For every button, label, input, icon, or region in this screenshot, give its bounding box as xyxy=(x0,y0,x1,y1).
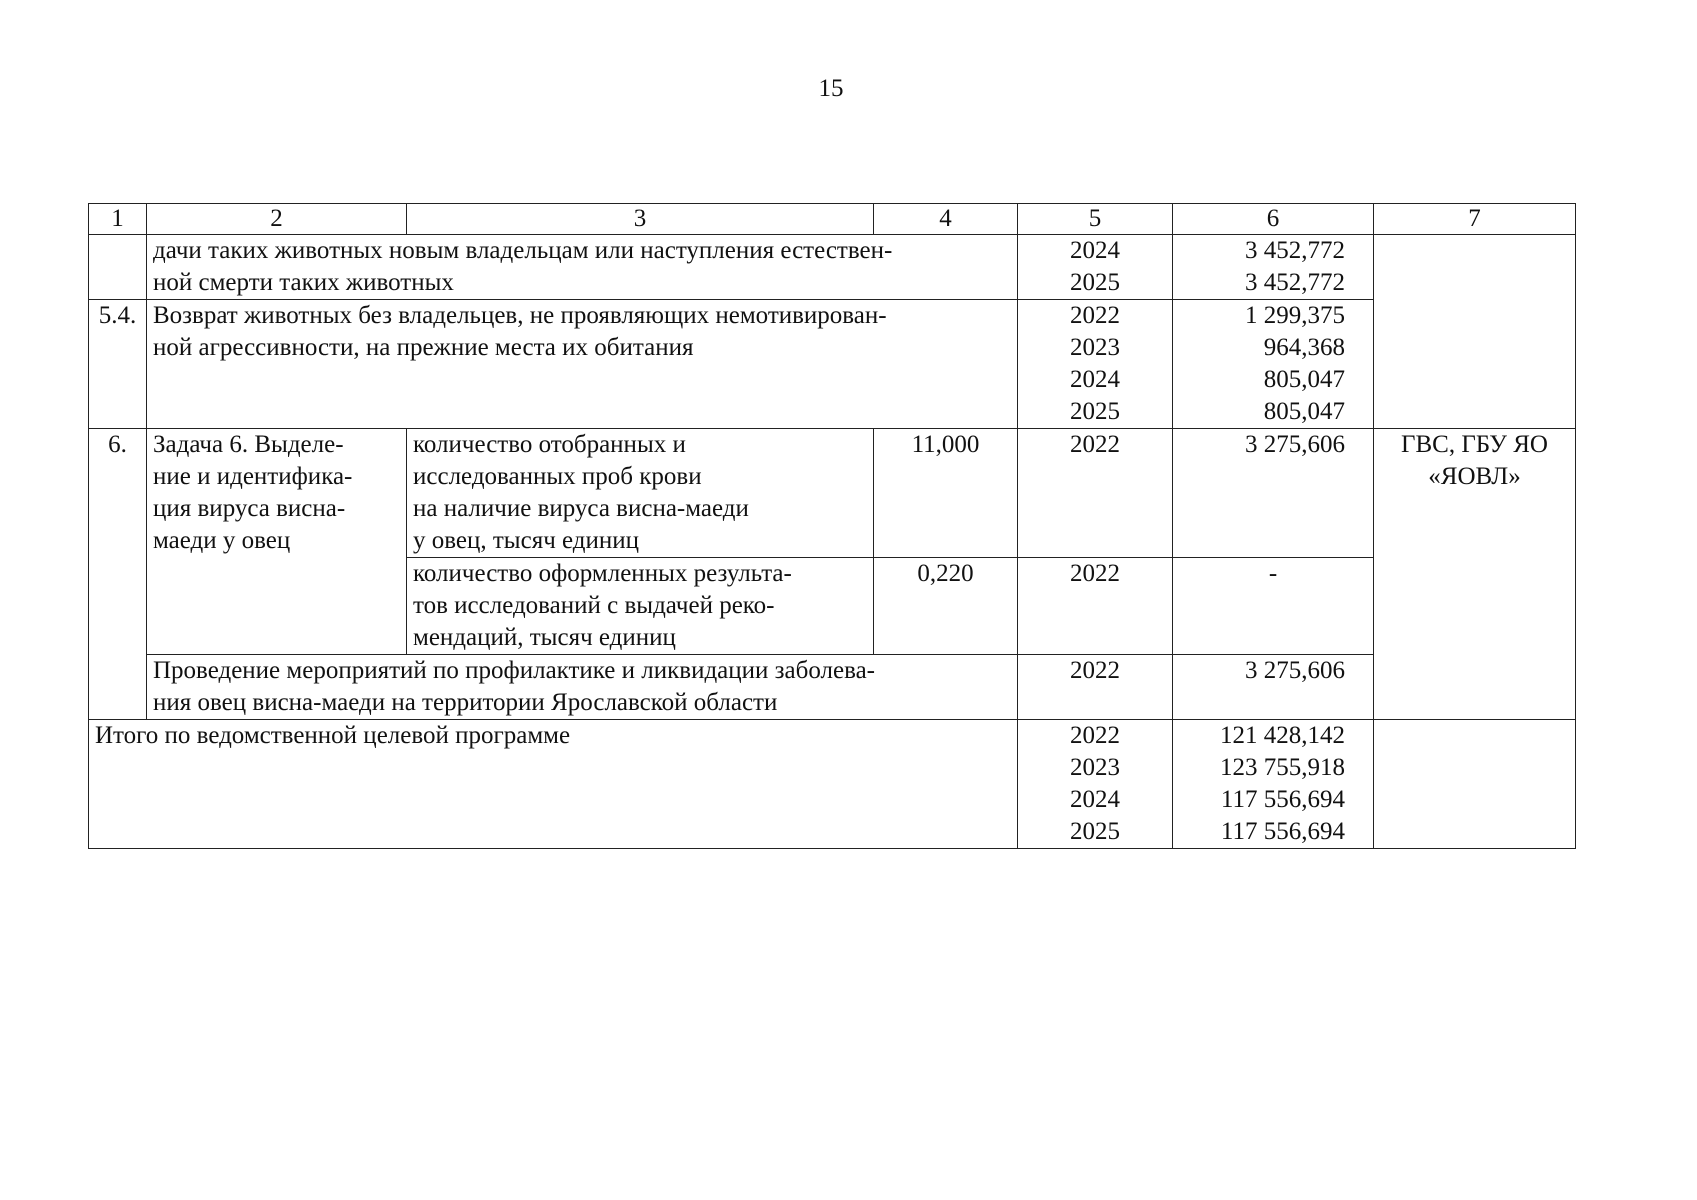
total-row xyxy=(89,720,1576,849)
years-cell xyxy=(1018,235,1173,300)
text-line: исследованных проб крови xyxy=(413,463,702,490)
year: 2024 xyxy=(1070,237,1120,264)
text-line: ГВС, ГБУ ЯО xyxy=(1401,431,1548,458)
year: 2025 xyxy=(1070,269,1120,296)
row-number-cell xyxy=(89,235,147,300)
amount: 805,047 xyxy=(1263,398,1345,425)
total-label: Итого по ведомственной целевой программе xyxy=(89,720,1018,849)
text-line: ной агрессивности, на прежние места их обитания xyxy=(153,334,694,361)
activity-text-cell xyxy=(147,235,1018,300)
text-line: количество отобранных и xyxy=(413,431,686,458)
executor-cell xyxy=(1374,429,1576,720)
amount: 117 556,694 xyxy=(1220,818,1345,845)
year: 2023 xyxy=(1070,754,1120,781)
years-cell xyxy=(1018,720,1173,849)
text-line: «ЯОВЛ» xyxy=(1428,463,1521,490)
year: 2022 xyxy=(1070,302,1120,329)
task-cell xyxy=(147,429,407,655)
header-cell: 2 xyxy=(147,204,407,235)
text-line: Задача 6. Выделе- xyxy=(153,431,344,458)
header-row xyxy=(89,204,1576,235)
year: 2024 xyxy=(1070,366,1120,393)
text-line: дачи таких животных новым владельцам или наступления естествен- xyxy=(153,237,893,264)
amount-cell: 3 275,606 xyxy=(1173,655,1374,720)
text-line: Возврат животных без владельцев, не проявляющих немотивирован- xyxy=(153,302,887,329)
text-line: ние и идентифика- xyxy=(153,463,353,490)
header-cell: 4 xyxy=(874,204,1018,235)
text-line: у овец, тысяч единиц xyxy=(413,527,640,554)
header-cell: 6 xyxy=(1173,204,1374,235)
year: 2025 xyxy=(1070,398,1120,425)
amount: 123 755,918 xyxy=(1220,754,1345,781)
row-number-cell: 6. xyxy=(89,429,147,720)
header-cell: 5 xyxy=(1018,204,1173,235)
amounts-cell xyxy=(1173,300,1374,429)
header-cell: 3 xyxy=(407,204,874,235)
amounts-cell xyxy=(1173,720,1374,849)
years-cell xyxy=(1018,300,1173,429)
text-line: Проведение мероприятий по профилактике и ликвидации заболева- xyxy=(153,657,875,684)
text-line: мендаций, тысяч единиц xyxy=(413,624,676,651)
activity-text-cell xyxy=(147,300,1018,429)
text-line: на наличие вируса висна-маеди xyxy=(413,495,749,522)
amount: 121 428,142 xyxy=(1220,722,1345,749)
amount: 117 556,694 xyxy=(1220,786,1345,813)
year-cell: 2022 xyxy=(1018,655,1173,720)
row-number-cell: 5.4. xyxy=(89,300,147,429)
executor-cell-empty xyxy=(1374,720,1576,849)
indicator-value-cell: 0,220 xyxy=(874,558,1018,655)
year-cell: 2022 xyxy=(1018,429,1173,558)
amount: 3 452,772 xyxy=(1245,269,1345,296)
year-cell: 2022 xyxy=(1018,558,1173,655)
indicator-value-cell: 11,000 xyxy=(874,429,1018,558)
amount-cell: 3 275,606 xyxy=(1173,429,1374,558)
table-row xyxy=(89,300,1576,429)
text-line: маеди у овец xyxy=(153,527,291,554)
amount: 1 299,375 xyxy=(1245,302,1345,329)
year: 2022 xyxy=(1070,722,1120,749)
amounts-cell xyxy=(1173,235,1374,300)
program-table xyxy=(88,203,1576,849)
amount: 805,047 xyxy=(1263,366,1345,393)
text-line: ной смерти таких животных xyxy=(153,269,454,296)
year: 2025 xyxy=(1070,818,1120,845)
activity-text-cell xyxy=(147,655,1018,720)
table-row xyxy=(89,429,1576,558)
table-row xyxy=(89,655,1576,720)
text-line: ния овец висна-маеди на территории Ярославской области xyxy=(153,689,778,716)
indicator-cell xyxy=(407,558,874,655)
amount: 964,368 xyxy=(1263,334,1345,361)
executor-cell-empty xyxy=(1374,235,1576,429)
text-line: ция вируса висна- xyxy=(153,495,346,522)
year: 2024 xyxy=(1070,786,1120,813)
page-number: 15 xyxy=(818,75,844,102)
amount-cell: - xyxy=(1173,558,1374,655)
indicator-cell xyxy=(407,429,874,558)
text-line: тов исследований с выдачей реко- xyxy=(413,592,775,619)
amount: 3 452,772 xyxy=(1245,237,1345,264)
header-cell: 1 xyxy=(89,204,147,235)
header-cell: 7 xyxy=(1374,204,1576,235)
table-row xyxy=(89,235,1576,300)
year: 2023 xyxy=(1070,334,1120,361)
text-line: количество оформленных результа- xyxy=(413,560,792,587)
